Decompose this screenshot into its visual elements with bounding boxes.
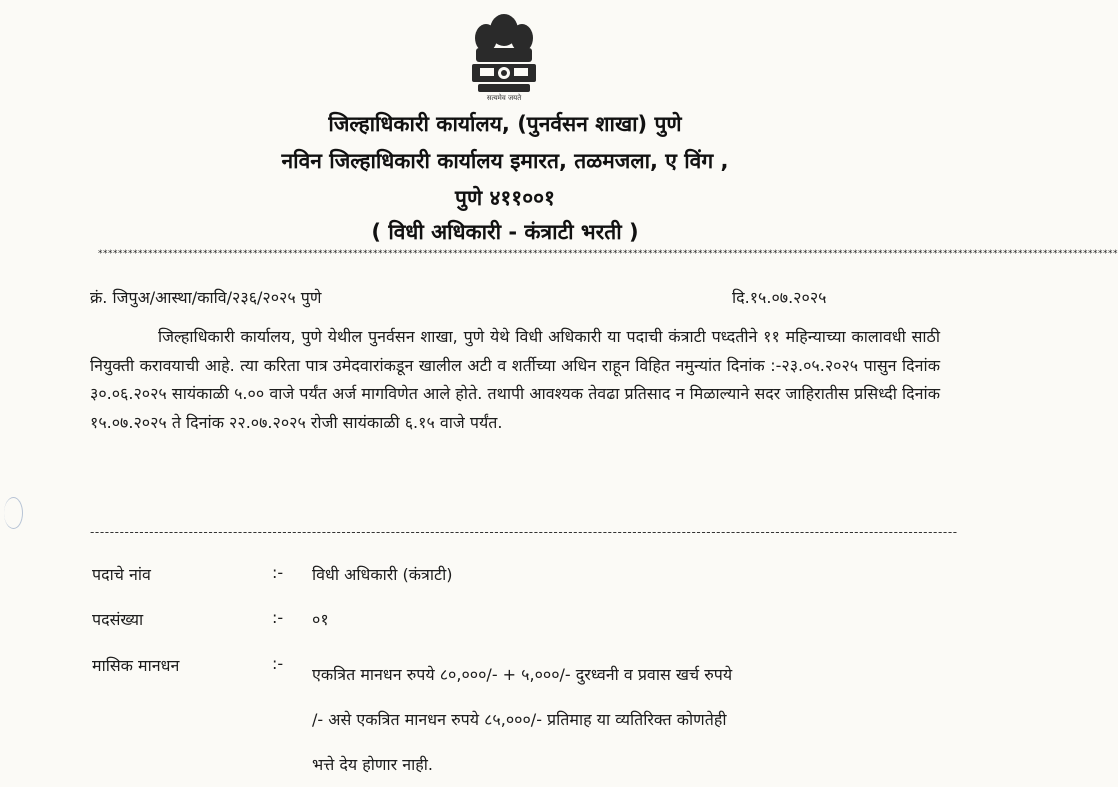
reference-number: क्रं. जिपुअ/आस्था/कावि/२३६/२०२५ पुणे	[90, 288, 322, 307]
post-name-value: विधी अधिकारी (कंत्राटी)	[312, 565, 453, 584]
punch-hole-mark	[4, 497, 23, 529]
dash-divider: --------------------------------------------------------------------------------------------------------------------------------------------------------------------------------	[90, 525, 958, 539]
salary-line-3: भत्ते देय होणार नाही.	[312, 755, 433, 774]
post-count-value: ०१	[312, 610, 329, 629]
notice-subject: ( विधी अधिकारी - कंत्राटी भरती )	[371, 220, 639, 244]
state-emblem-icon	[462, 8, 546, 104]
reference-date: दि.१५.०७.२०२५	[732, 288, 827, 307]
salary-label: मासिक मानधन	[92, 656, 180, 675]
post-name-separator: :-	[272, 563, 284, 582]
emblem-motto: सत्यमेव जयते	[486, 94, 522, 102]
post-count-separator: :-	[272, 608, 284, 627]
star-divider: ************************************************************************************************************************************************************************************************************	[98, 249, 1118, 259]
office-title: जिल्हाधिकारी कार्यालय, (पुनर्वसन शाखा) पुणे	[328, 112, 682, 136]
post-count-label: पदसंख्या	[92, 610, 144, 629]
salary-value	[312, 652, 872, 787]
post-name-label: पदाचे नांव	[92, 565, 151, 584]
salary-line-2: /- असे एकत्रित मानधन रुपये ८५,०००/- प्रतिमाह या व्यतिरिक्त कोणतेही	[312, 710, 727, 729]
office-city-pin: पुणे ४११००१	[455, 186, 555, 210]
salary-separator: :-	[272, 654, 284, 673]
salary-line-1: एकत्रित मानधन रुपये ८०,०००/- + ५,०००/- दुरध्वनी व प्रवास खर्च रुपये	[312, 665, 733, 684]
office-address: नविन जिल्हाधिकारी कार्यालय इमारत, तळमजला, ए विंग ,	[281, 149, 729, 173]
notice-paragraph: जिल्हाधिकारी कार्यालय, पुणे येथील पुनर्वसन शाखा, पुणे येथे विधी अधिकारी या पदाची कंत्राटी पध्दतीने ११ महिन्याच्या कालावधी साठी नियुक्ती करावयाची आहे. त्या करिता पात्र उमेदवारांकडून खालील अटी व शर्तीच्या अधिन राहून विहित नमुन्यांत दिनांक :-२३.०५.२०२५ पासुन दिनांक ३०.०६.२०२५ सायंकाळी ५.०० वाजे पर्यंत अर्ज मागविणेत आले होते. तथापी आवश्यक तेवढा प्रतिसाद न मिळाल्याने सदर जाहिरातीस प्रसिध्दी दिनांक १५.०७.२०२५ ते दिनांक २२.०७.२०२५ रोजी सायंकाळी ६.१५ वाजे पर्यंत.	[90, 327, 940, 432]
